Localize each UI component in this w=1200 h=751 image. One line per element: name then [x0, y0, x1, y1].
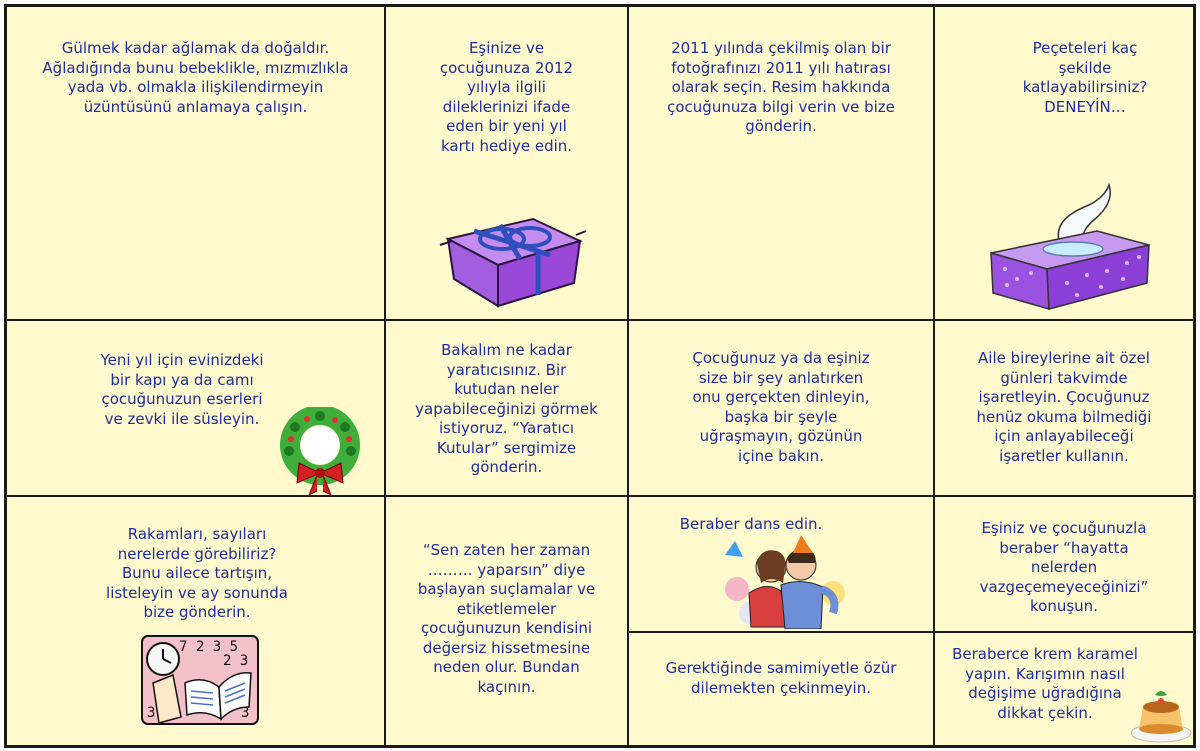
cell-napkins	[935, 7, 1193, 321]
cell-calendar	[935, 321, 1193, 497]
cell-cant-live-without	[935, 497, 1193, 633]
cell-creme-caramel	[935, 633, 1193, 745]
cell-text-cant-live-without: Eşiniz ve çocuğunuzla beraber “hayatta nelerden vazgeçemeyeceğinizi” konuşun.	[979, 519, 1149, 615]
cell-text-apologize: Gerektiğinde samimiyetle özür dilemekten çekinmeyin.	[665, 659, 897, 697]
cell-text-photo-2011: 2011 yılında çekilmiş olan bir fotoğrafınızı 2011 yılı hatırası olarak seçin. Resim hakkında çocuğunuza bilgi verin ve bize gönderin.	[667, 39, 895, 135]
cell-text-numbers: Rakamları, sayıları nerelerde görebiliriz? Bunu ailece tartışın, listeleyin ve ay sonunda bize gönderin.	[106, 525, 288, 621]
svg-text:7 2 3 5: 7 2 3 5	[179, 639, 239, 655]
cell-text-new-year-card: Eşinize ve çocuğunuza 2012 yılıyla ilgili dileklerinizi ifade eden bir yeni yıl kartı hediye edin.	[439, 39, 574, 155]
cell-text-napkins: Peçeteleri kaç şekilde katlayabilirsiniz? DENEYİN…	[1022, 39, 1148, 116]
cell-text-creative-boxes: Bakalım ne kadar yaratıcısınız. Bir kutudan neler yapabileceğinizi görmek istiyoruz. “Yaratıcı Kutular” sergimize gönderin.	[415, 341, 598, 476]
cell-text-labels: “Sen zaten her zaman ……… yaparsın” diye başlayan suçlamalar ve etiketlemeler çocuğunuzun kendisini değersiz hissetmesine neden olur. Bundan kaçının.	[417, 541, 596, 696]
cell-text-calendar: Aile bireylerine ait özel günleri takvimde işaretleyin. Çocuğunuz henüz okuma bilmediği için anlayabileceği işaretler kullanın.	[976, 349, 1152, 465]
activity-grid	[4, 4, 1196, 748]
cell-dance	[629, 497, 935, 633]
cell-new-year-card	[386, 7, 629, 321]
cell-text-dance: Beraber dans edin.	[679, 515, 823, 533]
cell-numbers	[7, 497, 386, 745]
cell-apologize	[629, 633, 935, 745]
cell-decorate-door	[7, 321, 386, 497]
svg-text:3: 3	[147, 705, 156, 721]
svg-text:2 3: 2 3	[223, 653, 249, 669]
numbers-clock-book-icon	[141, 635, 259, 725]
cell-photo-2011	[629, 7, 935, 321]
cell-text-decorate-door: Yeni yıl için evinizdeki bir kapı ya da camı çocuğunuzun eserleri ve zevki ile süsleyin.	[100, 351, 264, 428]
svg-text:3: 3	[241, 705, 250, 721]
cell-labels	[386, 497, 629, 745]
tissue-box-icon	[977, 183, 1157, 311]
dancing-couple-icon	[721, 533, 849, 629]
cell-creative-boxes	[386, 321, 629, 497]
cell-text-crying: Gülmek kadar ağlamak da doğaldır. Ağladığında bunu bebeklikle, mızmızlıkla yada vb. olmakla ilişkilendirmeyin üzüntüsünü anlamaya çalışın.	[42, 39, 349, 116]
cell-text-listen: Çocuğunuz ya da eşiniz size bir şey anlatırken onu gerçekten dinleyin, başka bir şeyle uğraşmayın, gözünün içine bakın.	[692, 349, 870, 465]
gift-box-icon	[438, 211, 588, 309]
cell-listen	[629, 321, 935, 497]
cell-text-creme-caramel: Beraberce krem karamel yapın. Karışımın nasıl değişime uğradığına dikkat çekin.	[952, 645, 1138, 722]
christmas-wreath-icon	[275, 407, 365, 497]
cell-crying	[7, 7, 386, 321]
creme-caramel-icon	[1131, 683, 1193, 743]
